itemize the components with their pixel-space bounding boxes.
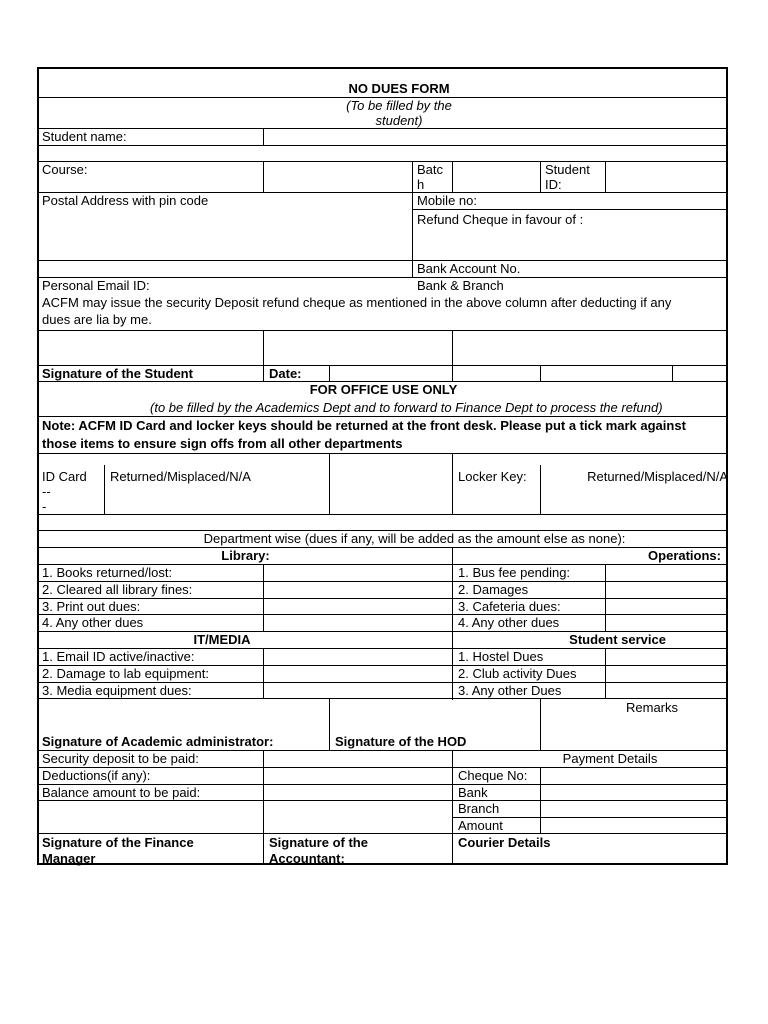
finance-manager-signature-line2: Manager: [42, 851, 96, 866]
grid-line: [39, 698, 728, 699]
courier-details-label: Courier Details: [458, 835, 551, 850]
grid-line: [263, 648, 264, 698]
grid-line: [452, 161, 453, 192]
accountant-signature-line1: Signature of the: [269, 835, 368, 850]
library-item: 4. Any other dues: [42, 615, 144, 630]
operations-item: 3. Cafeteria dues:: [458, 599, 561, 614]
grid-line: [452, 547, 453, 700]
branch-label: Branch: [458, 801, 500, 816]
note-line2: those items to ensure sign offs from all other departments: [42, 436, 403, 451]
student-name-label: Student name:: [42, 129, 127, 144]
security-deposit-label: Security deposit to be paid:: [42, 751, 199, 766]
grid-line: [672, 365, 673, 381]
deductions-label: Deductions(if any):: [42, 768, 151, 783]
grid-line: [605, 648, 606, 698]
student-service-item: 3. Any other Dues: [458, 683, 562, 698]
no-dues-form: [37, 67, 728, 865]
grid-line: [39, 514, 728, 515]
grid-line: [540, 465, 541, 514]
library-title: Library:: [221, 548, 270, 563]
grid-line: [540, 365, 541, 381]
grid-line: [540, 698, 541, 750]
personal-email-label: Personal Email ID:: [42, 278, 150, 293]
grid-line: [263, 128, 264, 145]
locker-key-label: Locker Key:: [458, 469, 527, 484]
academic-admin-signature-label: Signature of Academic administrator:: [42, 734, 274, 749]
grid-line: [39, 833, 728, 834]
finance-manager-signature-line1: Signature of the Finance: [42, 835, 194, 850]
grid-line: [39, 330, 728, 331]
mobile-label: Mobile no:: [417, 193, 477, 208]
id-card-label-line3: -: [42, 499, 47, 514]
bank-branch-label: Bank & Branch: [417, 278, 504, 293]
date-label: Date:: [269, 366, 302, 381]
cheque-no-label: Cheque No:: [458, 768, 528, 783]
id-card-label-line2: --: [42, 484, 51, 499]
library-item: 3. Print out dues:: [42, 599, 141, 614]
grid-line: [452, 330, 453, 381]
form-subtitle-line1: (To be filled by the: [346, 98, 452, 113]
grid-line: [39, 416, 728, 417]
grid-line: [39, 453, 728, 454]
grid-line: [412, 161, 413, 277]
accountant-signature-line2: Accountant:: [269, 851, 345, 866]
declaration-line1: ACFM may issue the security Deposit refund cheque as mentioned in the above column after deducting if any: [42, 295, 672, 310]
grid-line: [540, 767, 541, 833]
grid-line: [452, 750, 453, 865]
remarks-label: Remarks: [626, 700, 679, 715]
grid-line: [329, 365, 330, 381]
grid-line: [263, 564, 264, 631]
grid-line: [329, 453, 330, 514]
grid-line: [452, 453, 453, 514]
operations-title: Operations:: [648, 548, 721, 563]
grid-line: [263, 330, 264, 381]
operations-item: 2. Damages: [458, 582, 529, 597]
course-label: Course:: [42, 162, 88, 177]
hod-signature-label: Signature of the HOD: [335, 734, 467, 749]
student-service-item: 2. Club activity Dues: [458, 666, 577, 681]
grid-line: [263, 161, 264, 192]
batch-label-line1: Batc: [417, 162, 444, 177]
locker-key-status: Returned/Misplaced/N/A: [587, 469, 728, 484]
grid-line: [104, 465, 105, 514]
grid-line: [39, 161, 728, 162]
library-item: 1. Books returned/lost:: [42, 565, 173, 580]
form-title: NO DUES FORM: [348, 81, 450, 96]
grid-line: [605, 161, 606, 192]
grid-line: [39, 598, 728, 599]
operations-item: 1. Bus fee pending:: [458, 565, 571, 580]
amount-label: Amount: [458, 818, 503, 833]
grid-line: [412, 209, 728, 210]
it-media-item: 2. Damage to lab equipment:: [42, 666, 209, 681]
id-card-label-line1: ID Card: [42, 469, 87, 484]
bank-label: Bank: [458, 785, 488, 800]
grid-line: [263, 750, 264, 865]
office-use-subheading: (to be filled by the Academics Dept and to forward to Finance Dept to process the refund): [150, 400, 663, 415]
postal-address-label: Postal Address with pin code: [42, 193, 209, 208]
it-media-title: IT/MEDIA: [193, 632, 251, 647]
it-media-item: 1. Email ID active/inactive:: [42, 649, 195, 664]
departments-heading: Department wise (dues if any, will be added as the amount else as none):: [203, 531, 626, 546]
refund-cheque-label: Refund Cheque in favour of :: [417, 212, 584, 227]
balance-label: Balance amount to be paid:: [42, 785, 201, 800]
student-service-title: Student service: [569, 632, 666, 647]
office-use-heading: FOR OFFICE USE ONLY: [309, 382, 458, 397]
grid-line: [540, 161, 541, 192]
bank-account-label: Bank Account No.: [417, 261, 521, 276]
payment-details-label: Payment Details: [562, 751, 658, 766]
grid-line: [39, 800, 728, 801]
student-signature-label: Signature of the Student: [42, 366, 193, 381]
it-media-item: 3. Media equipment dues:: [42, 683, 192, 698]
grid-line: [329, 698, 330, 750]
student-id-label-line2: ID:: [545, 177, 562, 192]
grid-line: [39, 128, 728, 129]
id-card-status: Returned/Misplaced/N/A: [110, 469, 251, 484]
grid-line: [39, 260, 728, 261]
student-service-item: 1. Hostel Dues: [458, 649, 544, 664]
grid-line: [39, 145, 728, 146]
declaration-line2: dues are lia by me.: [42, 312, 152, 327]
operations-item: 4. Any other dues: [458, 615, 560, 630]
batch-label-line2: h: [417, 177, 425, 192]
note-line1: Note: ACFM ID Card and locker keys should be returned at the front desk. Please put a tick mark against: [42, 418, 686, 433]
grid-line: [605, 564, 606, 631]
student-id-label-line1: Student: [545, 162, 590, 177]
form-subtitle-line2: student): [375, 113, 423, 128]
library-item: 2. Cleared all library fines:: [42, 582, 193, 597]
